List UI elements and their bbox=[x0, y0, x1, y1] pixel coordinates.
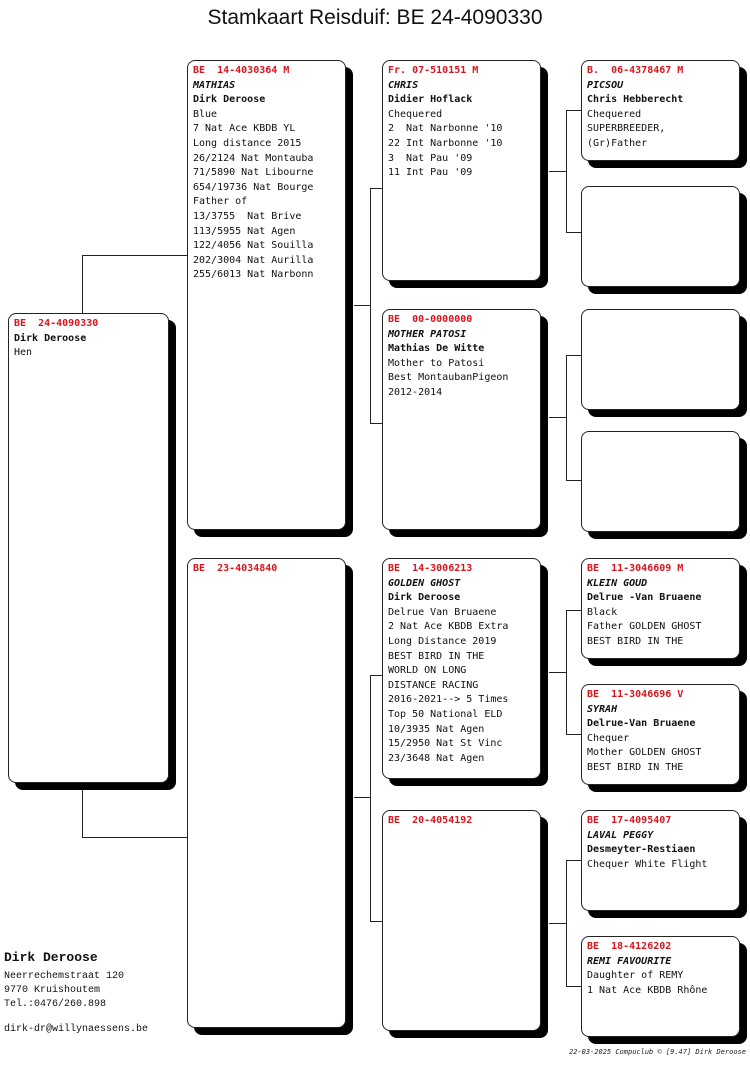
pigeon-name: SYRAH bbox=[587, 703, 618, 715]
info-line: 23/3648 Nat Agen bbox=[388, 752, 485, 764]
pigeon-card-ff[interactable] bbox=[382, 60, 541, 281]
info-line: Chequer bbox=[587, 732, 630, 744]
ring-number: BE 11-3046609 M bbox=[587, 563, 684, 574]
connector-line bbox=[566, 110, 567, 232]
ring-number: BE 14-4030364 M bbox=[193, 65, 290, 76]
info-line: 2 Nat Ace KBDB Extra bbox=[388, 621, 509, 633]
owner-address: Neerrechemstraat 120 bbox=[4, 971, 125, 982]
connector-line bbox=[566, 355, 581, 356]
pigeon-card-mff[interactable] bbox=[581, 558, 740, 659]
owner-email[interactable]: dirk-dr@willynaessens.be bbox=[4, 1024, 149, 1035]
connector-line bbox=[82, 255, 188, 256]
info-line: 3 Nat Pau '09 bbox=[388, 152, 473, 164]
pigeon-card-mmf[interactable] bbox=[581, 810, 740, 911]
pigeon-card-fmf[interactable] bbox=[581, 309, 740, 410]
pigeon-name: KLEIN GOUD bbox=[587, 577, 648, 589]
info-line: 1 Nat Ace KBDB Rhône bbox=[587, 984, 708, 996]
pigeon-card-fm[interactable] bbox=[382, 309, 541, 530]
info-line: BEST BIRD IN THE bbox=[587, 635, 684, 647]
owner-name: Chris Hebberecht bbox=[587, 94, 684, 106]
info-line: SUPERBREEDER, bbox=[587, 123, 666, 135]
info-line: 202/3004 Nat Aurilla bbox=[193, 254, 314, 266]
info-line: Black bbox=[587, 606, 618, 618]
owner-contact-name: Dirk Deroose bbox=[4, 950, 98, 965]
owner-name: Delrue -Van Bruaene bbox=[587, 592, 702, 604]
pigeon-name: GOLDEN GHOST bbox=[388, 577, 461, 589]
pigeon-card-mm[interactable] bbox=[382, 810, 541, 1031]
pigeon-card-fff[interactable] bbox=[581, 60, 740, 161]
info-line: Long Distance 2019 bbox=[388, 635, 497, 647]
connector-line bbox=[566, 860, 567, 986]
connector-line bbox=[370, 188, 371, 423]
connector-line bbox=[370, 675, 382, 676]
owner-contact bbox=[4, 950, 148, 1035]
ring-number: BE 14-3006213 bbox=[388, 563, 473, 574]
ring-number: BE 24-4090330 bbox=[14, 318, 99, 329]
pigeon-card-subject[interactable] bbox=[8, 313, 169, 783]
info-line: 2012-2014 bbox=[388, 386, 443, 398]
owner-name: Didier Hoflack bbox=[388, 94, 473, 106]
info-line: 10/3935 Nat Agen bbox=[388, 723, 485, 735]
info-line: Long distance 2015 bbox=[193, 137, 302, 149]
connector-line bbox=[354, 305, 370, 306]
ring-number: B. 06-4378467 M bbox=[587, 65, 684, 76]
owner-name: Dirk Deroose bbox=[388, 592, 461, 604]
info-line: 2 Nat Narbonne '10 bbox=[388, 123, 503, 135]
pigeon-name: REMI FAVOURITE bbox=[587, 955, 672, 967]
pigeon-name: MATHIAS bbox=[193, 79, 236, 91]
info-line: 255/6013 Nat Narbonn bbox=[193, 269, 314, 281]
connector-line bbox=[566, 860, 581, 861]
ring-number: BE 11-3046696 V bbox=[587, 689, 684, 700]
info-line: 13/3755 Nat Brive bbox=[193, 210, 302, 222]
ring-number: BE 00-0000000 bbox=[388, 314, 473, 325]
owner-name: Dirk Deroose bbox=[193, 94, 266, 106]
info-line: (Gr)Father bbox=[587, 137, 648, 149]
info-line: Mother to Patosi bbox=[388, 357, 485, 369]
info-line: 71/5890 Nat Libourne bbox=[193, 167, 314, 179]
connector-line bbox=[370, 423, 382, 424]
pigeon-card-ffm[interactable] bbox=[581, 186, 740, 287]
connector-line bbox=[566, 734, 581, 735]
info-line: Best MontaubanPigeon bbox=[388, 372, 509, 384]
owner-name: Delrue-Van Bruaene bbox=[587, 718, 696, 730]
ring-number: BE 18-4126202 bbox=[587, 941, 672, 952]
info-line: 654/19736 Nat Bourge bbox=[193, 181, 314, 193]
info-line: Father of bbox=[193, 196, 248, 208]
info-line: BEST BIRD IN THE bbox=[388, 650, 485, 662]
connector-line bbox=[549, 672, 566, 673]
connector-line bbox=[566, 610, 581, 611]
connector-line bbox=[370, 921, 382, 922]
connector-line bbox=[549, 417, 566, 418]
sex-line: Hen bbox=[14, 347, 33, 359]
info-line: Mother GOLDEN GHOST bbox=[587, 747, 702, 759]
info-line: WORLD ON LONG bbox=[388, 665, 467, 677]
info-line: 122/4056 Nat Souilla bbox=[193, 240, 314, 252]
info-line: Blue bbox=[193, 108, 218, 120]
connector-line bbox=[549, 923, 566, 924]
info-line: 15/2950 Nat St Vinc bbox=[388, 738, 503, 750]
ring-number: BE 20-4054192 bbox=[388, 815, 473, 826]
pigeon-name: MOTHER PATOSI bbox=[388, 328, 467, 340]
connector-line bbox=[566, 610, 567, 734]
info-line: Daughter of REMY bbox=[587, 970, 684, 982]
connector-line bbox=[566, 232, 581, 233]
connector-line bbox=[549, 171, 566, 172]
pigeon-card-father[interactable] bbox=[187, 60, 346, 530]
pigeon-card-mf[interactable] bbox=[382, 558, 541, 779]
info-line: BEST BIRD IN THE bbox=[587, 761, 684, 773]
page-title: Stamkaart Reisduif: BE 24-4090330 bbox=[207, 6, 543, 29]
info-line: 113/5955 Nat Agen bbox=[193, 225, 296, 237]
connector-line bbox=[566, 986, 581, 987]
info-line: 7 Nat Ace KBDB YL bbox=[193, 123, 296, 135]
pigeon-card-mfm[interactable] bbox=[581, 684, 740, 785]
info-line: 22 Int Narbonne '10 bbox=[388, 137, 503, 149]
connector-line bbox=[566, 355, 567, 480]
ring-number: BE 17-4095407 bbox=[587, 815, 672, 826]
connector-line bbox=[370, 188, 382, 189]
pigeon-name: PICSOU bbox=[587, 79, 624, 91]
owner-city: 9770 Kruishoutem bbox=[4, 985, 101, 996]
pigeon-name: LAVAL PEGGY bbox=[587, 829, 654, 841]
owner-name: Mathias De Witte bbox=[388, 343, 485, 355]
info-line: Chequered bbox=[388, 108, 443, 120]
info-line: 26/2124 Nat Montauba bbox=[193, 152, 314, 164]
info-line: Chequered bbox=[587, 108, 642, 120]
pigeon-card-mmm[interactable] bbox=[581, 936, 740, 1037]
info-line: 11 Int Pau '09 bbox=[388, 167, 473, 179]
pigeon-name: CHRIS bbox=[388, 79, 419, 91]
connector-line bbox=[354, 797, 370, 798]
info-line: Delrue Van Bruaene bbox=[388, 606, 497, 618]
connector-line bbox=[566, 110, 581, 111]
info-line: DISTANCE RACING bbox=[388, 679, 479, 691]
ring-number: BE 23-4034840 bbox=[193, 563, 278, 574]
owner-name: Dirk Deroose bbox=[14, 332, 87, 344]
connector-line bbox=[82, 837, 188, 838]
connector-line bbox=[370, 675, 371, 921]
pigeon-card-mother[interactable] bbox=[187, 558, 346, 1028]
ring-number: Fr. 07-510151 M bbox=[388, 65, 479, 76]
info-line: 2016-2021--> 5 Times bbox=[388, 694, 509, 706]
owner-name: Desmeyter-Restiaen bbox=[587, 844, 696, 856]
footer-credit: 22-03-2025 Compuclub © [9.47] Dirk Deroose bbox=[568, 1048, 746, 1056]
info-line: Father GOLDEN GHOST bbox=[587, 621, 702, 633]
owner-phone: Tel.:0476/260.898 bbox=[4, 999, 107, 1010]
info-line: Top 50 National ELD bbox=[388, 708, 503, 720]
pigeon-card-fmm[interactable] bbox=[581, 431, 740, 532]
connector-line bbox=[566, 480, 581, 481]
info-line: Chequer White Flight bbox=[587, 858, 708, 870]
